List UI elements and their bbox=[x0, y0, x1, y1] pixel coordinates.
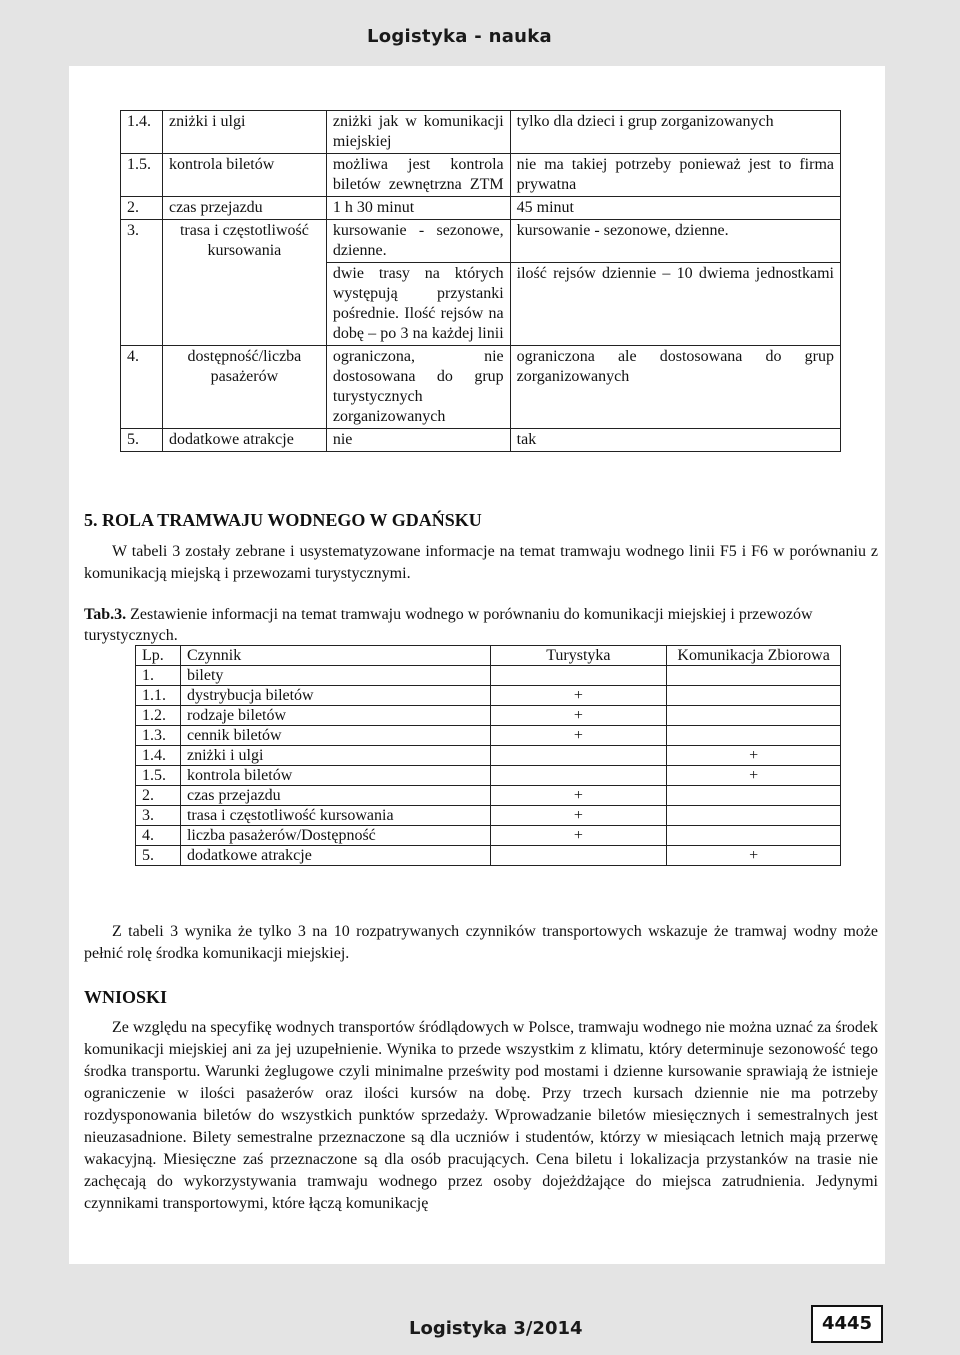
table-row bbox=[136, 826, 841, 846]
row-right: ograniczona ale dostosowana do grup zorganizowanych bbox=[510, 346, 840, 429]
row-mid: 1 h 30 minut bbox=[326, 197, 510, 220]
table-3 bbox=[135, 645, 841, 866]
row-public: + bbox=[667, 766, 841, 786]
row-number: 1. bbox=[136, 666, 181, 686]
row-factor: cennik biletów bbox=[180, 726, 490, 746]
table-row bbox=[136, 806, 841, 826]
table-row bbox=[136, 846, 841, 866]
row-right: tylko dla dzieci i grup zorganizowanych bbox=[510, 111, 840, 154]
journal-header: Logistyka - nauka bbox=[366, 26, 552, 47]
row-factor: kontrola biletów bbox=[162, 154, 326, 197]
row-factor: dostępność/liczba pasażerów bbox=[162, 346, 326, 429]
row-tourist: + bbox=[490, 686, 667, 706]
row-number: 2. bbox=[136, 786, 181, 806]
row-mid: możliwa jest kontrola biletów zewnętrzna ZTM bbox=[326, 154, 510, 197]
row-factor: kontrola biletów bbox=[180, 766, 490, 786]
row-factor: dodatkowe atrakcje bbox=[162, 429, 326, 452]
row-number: 4. bbox=[136, 826, 181, 846]
table-row bbox=[136, 706, 841, 726]
row-number: 1.5. bbox=[121, 154, 163, 197]
section-heading: 5. ROLA TRAMWAJU WODNEGO W GDAŃSKU bbox=[84, 510, 482, 530]
table-row bbox=[136, 726, 841, 746]
row-number: 1.2. bbox=[136, 706, 181, 726]
row-right: nie ma takiej potrzeby ponieważ jest to firma prywatna bbox=[510, 154, 840, 197]
row-number: 4. bbox=[121, 346, 163, 429]
row-number: 1.1. bbox=[136, 686, 181, 706]
row-factor: zniżki i ulgi bbox=[180, 746, 490, 766]
row-tourist: + bbox=[490, 706, 667, 726]
row-tourist bbox=[490, 746, 667, 766]
table-header-row bbox=[136, 646, 841, 666]
row-number: 1.5. bbox=[136, 766, 181, 786]
row-tourist: + bbox=[490, 806, 667, 826]
header-lp: Lp. bbox=[136, 646, 181, 666]
row-factor: zniżki i ulgi bbox=[162, 111, 326, 154]
row-mid: kursowanie - sezonowe, dzienne. bbox=[326, 220, 510, 263]
row-tourist bbox=[490, 666, 667, 686]
row-number: 2. bbox=[121, 197, 163, 220]
page-number: 4445 bbox=[811, 1305, 883, 1343]
row-right: kursowanie - sezonowe, dzienne. bbox=[510, 220, 840, 263]
wnioski-paragraph: Ze względu na specyfikę wodnych transportów śródlądowych w Polsce, tramwaju wodnego nie można uznać za środek komunikacji miejskiej ani za jej uzupełnienie. Wynika to przede wszystkim z klimatu, który determinuje sezonowość tego środka transportu. Warunki żeglugowe czyli minimalne prześwity pod mostami i dzienne kursowanie sprawiają że istnieje ograniczenie w ilości pasażerów oraz ilości kursów na dobę. Przy trzech kursach dziennie nie ma potrzeby rozdysponowania biletów do wszystkich punktów sprzedaży. Wprowadzanie biletów miesięcznych i semestralnych jest nieuzasadnione. Bilety semestralne przeznaczone są dla uczniów i studentów, którzy w miesiącach letnich mają przerwę wakacyjną. Miesięczne zaś przeznaczone są dla osób pracujących. Cena biletu i lokalizacja przystanków na trasie nie zachęcają do wykorzystywania tramwaju wodnego przez osoby dojeżdżające do miejsca zatrudnienia. Jedynymi czynnikami transportowymi, które łączą komunikację bbox=[84, 1019, 878, 1212]
row-public bbox=[667, 706, 841, 726]
row-mid: ograniczona, nie dostosowana do grup turystycznych zorganizowanych bbox=[326, 346, 510, 429]
row-tourist bbox=[490, 766, 667, 786]
row-factor: dystrybucja biletów bbox=[180, 686, 490, 706]
conclusion-paragraph: Z tabeli 3 wynika że tylko 3 na 10 rozpatrywanych czynników transportowych wskazuje że tramwaj wodny może pełnić rolę środka komunikacji miejskiej. bbox=[84, 923, 878, 962]
row-right: 45 minut bbox=[510, 197, 840, 220]
header-tourist: Turystyka bbox=[490, 646, 667, 666]
row-public bbox=[667, 666, 841, 686]
row-tourist: + bbox=[490, 786, 667, 806]
row-public bbox=[667, 786, 841, 806]
row-factor: czas przejazdu bbox=[162, 197, 326, 220]
row-number: 3. bbox=[121, 220, 163, 346]
header-factor: Czynnik bbox=[180, 646, 490, 666]
footer-journal: Logistyka 3/2014 bbox=[409, 1318, 583, 1339]
row-right: tak bbox=[510, 429, 840, 452]
table-row bbox=[136, 686, 841, 706]
row-mid: nie bbox=[326, 429, 510, 452]
row-tourist bbox=[490, 846, 667, 866]
row-public: + bbox=[667, 846, 841, 866]
row-right: ilość rejsów dziennie – 10 dwiema jednostkami bbox=[510, 263, 840, 346]
row-factor: trasa i częstotliwość kursowania bbox=[162, 220, 326, 346]
row-public bbox=[667, 686, 841, 706]
row-factor: rodzaje biletów bbox=[180, 706, 490, 726]
table-row bbox=[136, 766, 841, 786]
table-row bbox=[121, 429, 841, 452]
row-public bbox=[667, 726, 841, 746]
row-public bbox=[667, 826, 841, 846]
row-factor: liczba pasażerów/Dostępność bbox=[180, 826, 490, 846]
row-mid: zniżki jak w komunikacji miejskiej bbox=[326, 111, 510, 154]
table-row bbox=[121, 346, 841, 429]
row-public: + bbox=[667, 746, 841, 766]
row-number: 1.4. bbox=[136, 746, 181, 766]
table-caption bbox=[84, 604, 878, 646]
row-number: 5. bbox=[121, 429, 163, 452]
section-intro-paragraph: W tabeli 3 zostały zebrane i usystematyzowane informacje na temat tramwaju wodnego linii F5 i F6 w porównaniu z komunikacją miejską i przewozami turystycznymi. bbox=[84, 543, 878, 582]
row-factor: czas przejazdu bbox=[180, 786, 490, 806]
row-tourist: + bbox=[490, 726, 667, 746]
row-factor: bilety bbox=[180, 666, 490, 686]
row-number: 5. bbox=[136, 846, 181, 866]
table-caption-label: Tab.3. bbox=[84, 606, 127, 623]
row-tourist: + bbox=[490, 826, 667, 846]
table-caption-text: Zestawienie informacji na temat tramwaju wodnego w porównaniu do komunikacji miejskiej i przewozów turystycznych. bbox=[84, 606, 813, 644]
table-row bbox=[136, 786, 841, 806]
table-row bbox=[136, 746, 841, 766]
row-number: 1.3. bbox=[136, 726, 181, 746]
table-row bbox=[121, 220, 841, 263]
row-factor: trasa i częstotliwość kursowania bbox=[180, 806, 490, 826]
wnioski-heading: WNIOSKI bbox=[84, 987, 168, 1007]
table-row bbox=[121, 111, 841, 154]
row-factor: dodatkowe atrakcje bbox=[180, 846, 490, 866]
table-row bbox=[121, 154, 841, 197]
table-row bbox=[121, 197, 841, 220]
table-row bbox=[136, 666, 841, 686]
row-number: 1.4. bbox=[121, 111, 163, 154]
comparison-table-continued bbox=[120, 110, 841, 452]
header-public: Komunikacja Zbiorowa bbox=[667, 646, 841, 666]
row-number: 3. bbox=[136, 806, 181, 826]
row-mid: dwie trasy na których występują przystanki pośrednie. Ilość rejsów na dobę – po 3 na każdej linii bbox=[326, 263, 510, 346]
row-public bbox=[667, 806, 841, 826]
